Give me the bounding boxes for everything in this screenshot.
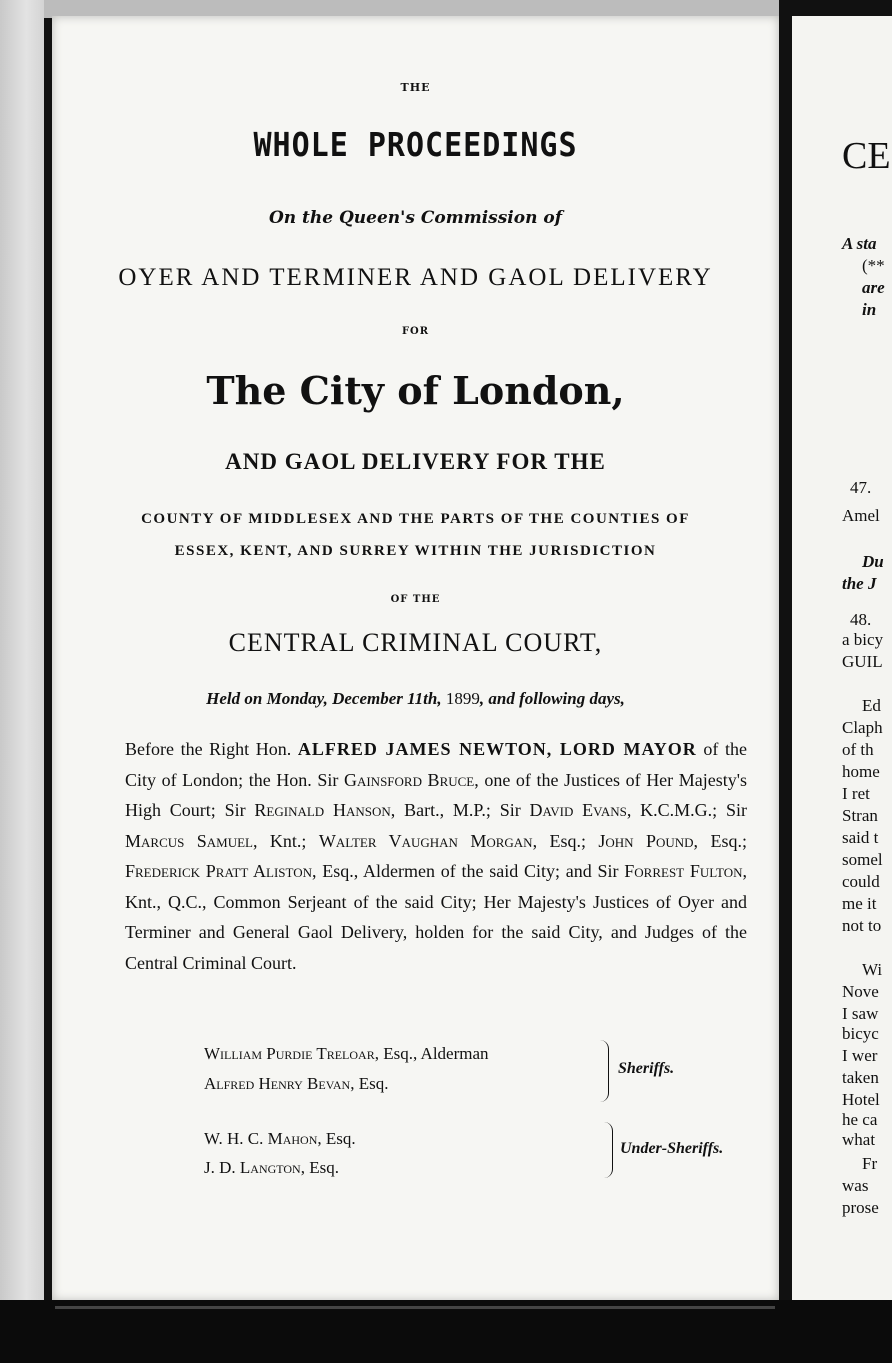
under-sheriff-2-name: J. D. Langton bbox=[204, 1158, 301, 1177]
justices-paragraph bbox=[125, 734, 747, 978]
adjacent-line: prose bbox=[842, 1198, 879, 1217]
adjacent-page-fragment bbox=[792, 16, 892, 1301]
sheriff-1-name: William Purdie Treloar bbox=[204, 1044, 375, 1063]
adjacent-line: home bbox=[842, 762, 880, 781]
adjacent-line: not to bbox=[842, 916, 882, 935]
sheriff-2-rest: , Esq. bbox=[350, 1074, 389, 1093]
adjacent-line: what bbox=[842, 1130, 876, 1149]
gaol-delivery-line: AND GAOL DELIVERY FOR THE bbox=[225, 449, 606, 474]
adjacent-line: A sta bbox=[842, 234, 877, 253]
held-year: 1899 bbox=[445, 689, 480, 708]
scan-bottom-edge bbox=[0, 1300, 892, 1363]
adjacent-line: me it bbox=[842, 894, 877, 913]
under-sheriffs-brace bbox=[604, 1122, 613, 1178]
adjacent-line: bicyc bbox=[842, 1024, 879, 1043]
adjacent-line: Hotel bbox=[842, 1090, 880, 1109]
adjacent-line: I saw bbox=[842, 1004, 879, 1023]
sheriff-1 bbox=[204, 1044, 489, 1064]
adjacent-line: was bbox=[842, 1176, 869, 1195]
held-text-a: Held on Monday, December 11th, bbox=[206, 689, 446, 708]
title-page bbox=[52, 16, 779, 1301]
for-label: FOR bbox=[401, 326, 430, 337]
heading-whole-proceedings: WHOLE PROCEEDINGS bbox=[253, 126, 578, 165]
under-sheriff-1-name: W. H. C. Mahon bbox=[204, 1129, 318, 1148]
adjacent-line: taken bbox=[842, 1068, 879, 1087]
sheriff-2 bbox=[204, 1074, 388, 1094]
adjacent-line: Wi bbox=[862, 960, 883, 979]
body-part: , Esq., Aldermen of the said City; and Sir bbox=[312, 861, 625, 881]
adjacent-line: Amel bbox=[842, 506, 880, 525]
sheriffs-brace bbox=[600, 1040, 609, 1102]
held-date-line bbox=[52, 689, 779, 709]
name-evans: David Evans bbox=[529, 800, 627, 820]
county-line-1: COUNTY OF MIDDLESEX AND THE PARTS OF THE COUNTIES OF bbox=[141, 511, 690, 527]
adjacent-line: I ret bbox=[842, 784, 870, 803]
body-part: , K.C.M.G.; Sir bbox=[626, 800, 747, 820]
adjacent-line: GUIL bbox=[842, 652, 883, 671]
name-samuel: Marcus Samuel bbox=[125, 830, 253, 851]
adjacent-heading: CE bbox=[842, 135, 891, 177]
county-line-2: ESSEX, KENT, AND SURREY WITHIN THE JURISDICTION bbox=[174, 543, 657, 559]
held-text-b: , and following days, bbox=[479, 689, 625, 708]
body-part: , one of the Justices of Her Majesty's High Court; Sir bbox=[125, 769, 747, 820]
sheriff-2-name: Alfred Henry Bevan bbox=[204, 1074, 351, 1093]
body-part: , Esq.; bbox=[693, 830, 747, 851]
adjacent-line: 48. bbox=[850, 610, 872, 629]
under-sheriff-2 bbox=[204, 1158, 339, 1178]
body-part: , Esq.; bbox=[532, 830, 599, 851]
body-part: , Bart., M.P.; Sir bbox=[390, 800, 530, 820]
scan-left-margin bbox=[0, 0, 44, 1363]
oyer-terminer-line: OYER AND TERMINER AND GAOL DELIVERY bbox=[118, 264, 713, 291]
adjacent-line: he ca bbox=[842, 1110, 878, 1129]
name-hanson: Reginald Hanson bbox=[254, 800, 391, 820]
body-part: , Knt.; bbox=[253, 830, 319, 851]
adjacent-line: are bbox=[862, 278, 885, 297]
name-fulton: Forrest Fulton bbox=[624, 861, 743, 881]
adjacent-line: Claph bbox=[842, 718, 883, 737]
sheriffs-label: Sheriffs. bbox=[618, 1060, 675, 1077]
adjacent-line: a bicy bbox=[842, 630, 884, 649]
adjacent-line: Fr bbox=[862, 1154, 878, 1173]
under-sheriff-2-rest: , Esq. bbox=[300, 1158, 339, 1177]
of-the-label: OF THE bbox=[390, 594, 441, 605]
adjacent-line: could bbox=[842, 872, 880, 891]
city-of-london-heading: The City of London, bbox=[206, 368, 625, 413]
under-sheriffs-label: Under-Sheriffs. bbox=[620, 1140, 724, 1157]
queens-commission-line: On the Queen's Commission of bbox=[268, 208, 563, 228]
name-bruce: Gainsford Bruce bbox=[343, 769, 475, 790]
name-morgan: Walter Vaughan Morgan bbox=[318, 830, 533, 851]
page-edge-line bbox=[55, 1306, 775, 1309]
adjacent-line: Du bbox=[862, 552, 884, 571]
adjacent-line: Ed bbox=[862, 696, 881, 715]
court-name: CENTRAL CRIMINAL COURT, bbox=[228, 628, 603, 657]
under-sheriff-1-rest: , Esq. bbox=[317, 1129, 356, 1148]
lord-mayor-name: ALFRED JAMES NEWTON, LORD MAYOR bbox=[297, 739, 697, 759]
adjacent-line: Nove bbox=[842, 982, 879, 1001]
adjacent-line: the J bbox=[842, 574, 877, 593]
sheriff-1-rest: , Esq., Alderman bbox=[374, 1044, 489, 1063]
adjacent-line: somel bbox=[842, 850, 883, 869]
adjacent-line: (** bbox=[862, 256, 885, 275]
adjacent-line: in bbox=[862, 300, 877, 319]
adjacent-line: 47. bbox=[850, 478, 872, 497]
body-part: of the City of London; the Hon. Sir bbox=[125, 739, 747, 790]
adjacent-line: said t bbox=[842, 828, 879, 847]
adjacent-line: I wer bbox=[842, 1046, 878, 1065]
adjacent-line: of th bbox=[842, 740, 874, 759]
heading-the: THE bbox=[400, 81, 431, 94]
body-part: , Knt., Q.C., Common Serjeant of the said City; Her Majesty's Justices of Oyer and Terminer and General Gaol Delivery, holden for the said City, and Judges of the Central Criminal Court. bbox=[125, 861, 747, 973]
body-part: Before the Right Hon. bbox=[125, 739, 298, 759]
under-sheriff-1 bbox=[204, 1129, 356, 1149]
name-pound: John Pound bbox=[598, 830, 694, 851]
adjacent-line: Stran bbox=[842, 806, 878, 825]
name-aliston: Frederick Pratt Aliston bbox=[125, 861, 313, 881]
